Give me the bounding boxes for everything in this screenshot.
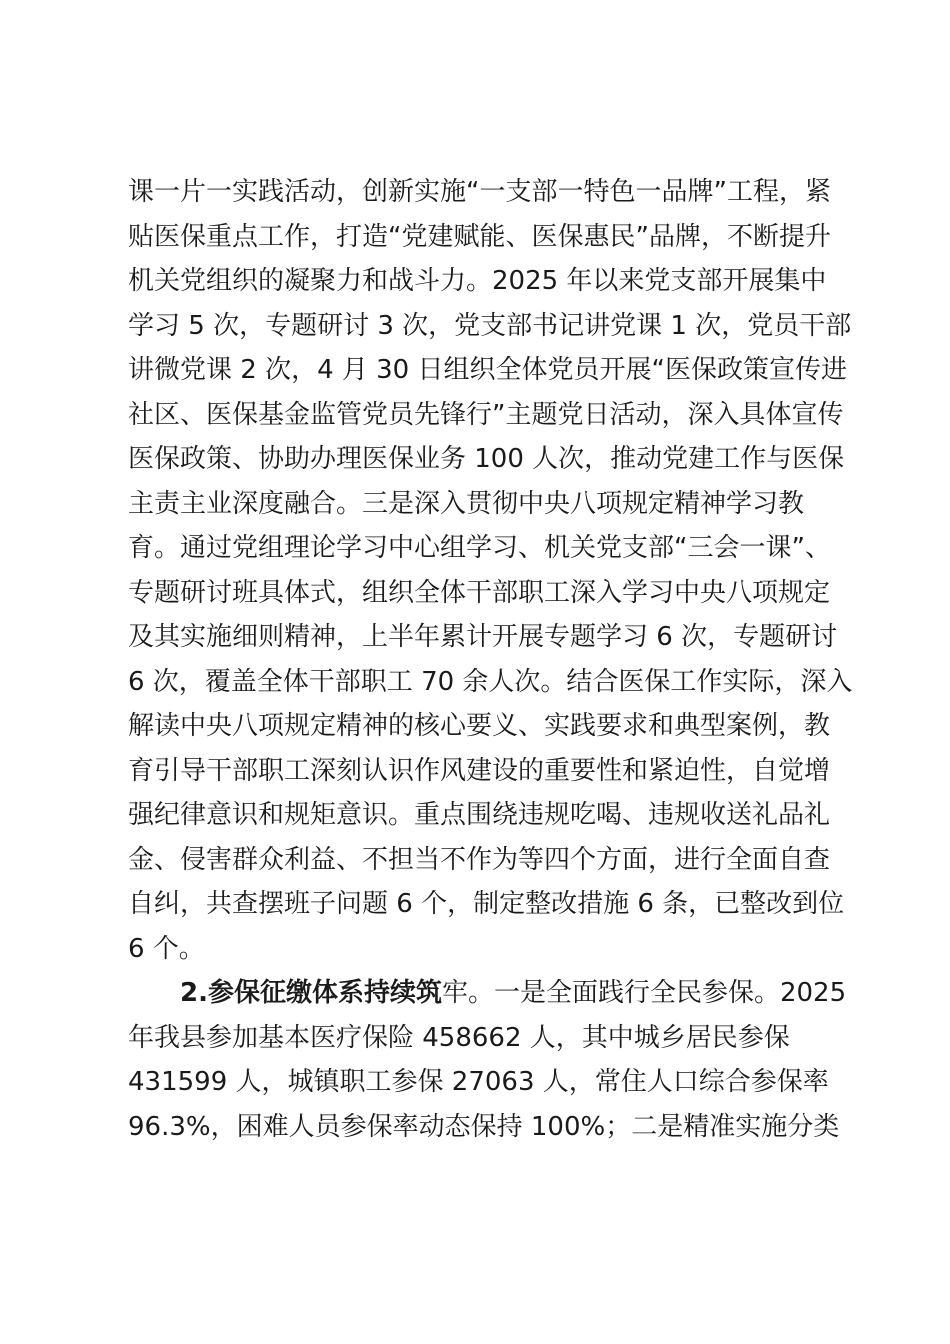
paragraph-line: 学习 5 次，专题研讨 3 次，党支部书记讲党课 1 次，党员干部 — [128, 310, 852, 341]
paragraph-line: 6 个。 — [128, 933, 205, 964]
section-2-heading-rest: 牢。一是全面践行全民参保。2025 — [441, 978, 847, 1008]
document-body — [128, 170, 853, 1149]
paragraph-line: 医保政策、协助办理医保业务 100 人次，推动党建工作与医保 — [128, 444, 845, 474]
paragraph-line: 强纪律意识和规矩意识。重点围绕违规吃喝、违规收送礼品礼 — [128, 800, 831, 830]
paragraph-line: 年我县参加基本医疗保险 458662 人，其中城乡居民参保 — [128, 1022, 790, 1053]
paragraph-line: 讲微党课 2 次，4 月 30 日组织全体党员开展“医保政策宣传进 — [128, 355, 847, 385]
paragraph-line: 金、侵害群众利益、不担当不作为等四个方面，进行全面自查 — [128, 844, 831, 875]
paragraph-line: 自纠，共查摆班子问题 6 个，制定整改措施 6 条，已整改到位 — [128, 889, 845, 919]
paragraph-line: 课一片一实践活动，创新实施“一支部一特色一品牌”工程，紧 — [128, 177, 831, 207]
paragraph-line: 6 次，覆盖全体干部职工 70 余人次。结合医保工作实际，深入 — [128, 666, 853, 697]
paragraph-line: 解读中央八项规定精神的核心要义、实践要求和典型案例，教 — [128, 711, 831, 741]
section-2-heading: 2.参保征缴体系持续筑 — [180, 978, 442, 1008]
paragraph-line: 主责主业深度融合。三是深入贯彻中央八项规定精神学习教 — [128, 488, 805, 519]
paragraph-line: 431599 人，城镇职工参保 27063 人，常住人口综合参保率 — [128, 1067, 829, 1097]
paragraph-line: 专题研讨班具体式，组织全体干部职工深入学习中央八项规定 — [128, 577, 831, 608]
paragraph-line: 育引导干部职工深刻认识作风建设的重要性和紧迫性，自觉增 — [128, 755, 831, 786]
paragraph-line: 96.3%，困难人员参保率动态保持 100%；二是精准实施分类 — [128, 1111, 840, 1142]
section-2-first-line — [128, 971, 847, 1016]
paragraph-line: 贴医保重点工作，打造“党建赋能、医保惠民”品牌，不断提升 — [128, 221, 831, 252]
paragraph-line: 及其实施细则精神，上半年累计开展专题学习 6 次，专题研讨 — [128, 622, 838, 652]
paragraph-line: 社区、医保基金监管党员先锋行”主题党日活动，深入具体宣传 — [128, 399, 844, 430]
paragraph-line: 育。通过党组理论学习中心组学习、机关党支部“三会一课”、 — [128, 533, 831, 563]
paragraph-line: 机关党组织的凝聚力和战斗力。2025 年以来党支部开展集中 — [128, 266, 827, 296]
